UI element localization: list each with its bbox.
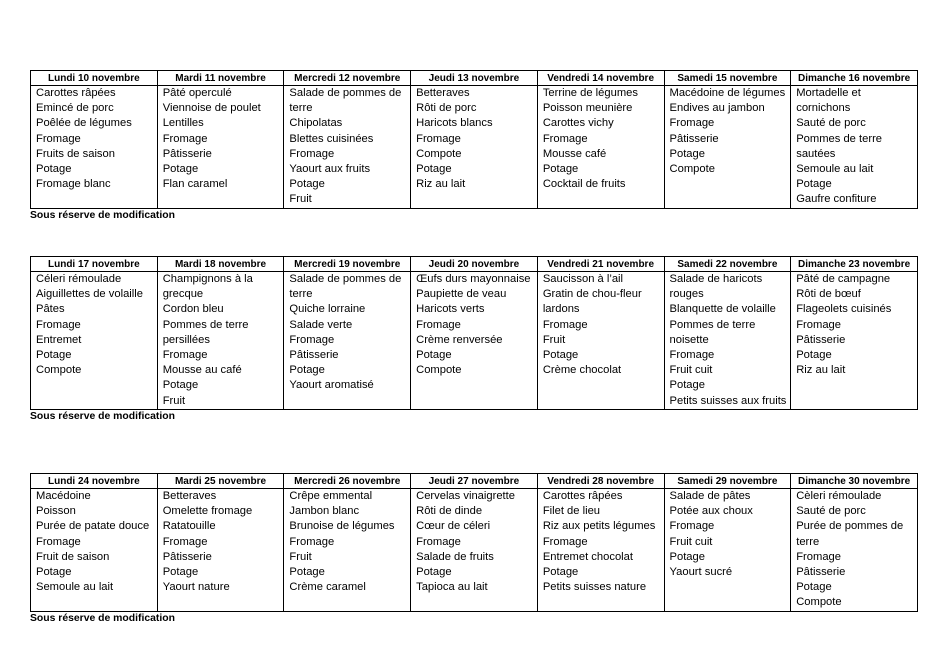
dish: Potage (162, 163, 199, 176)
dish: Mortadelle et cornichons (796, 87, 861, 115)
dish: Tapioca au lait (416, 581, 488, 594)
dish: Salade de fruits (416, 550, 494, 563)
dish: Potage (289, 566, 325, 579)
dish: Chipolatas (289, 117, 343, 130)
dish: Yaourt sucré (669, 566, 733, 579)
modification-note: Sous réserve de modification (30, 410, 175, 422)
dish: Fromage (542, 132, 588, 145)
dish: Compote (36, 364, 82, 377)
day-cell (31, 272, 158, 410)
day-header: Mercredi 19 novembre (284, 257, 411, 272)
dish: Ratatouille (162, 520, 216, 533)
dish: Carottes râpées (542, 490, 623, 502)
dish: Potage (36, 349, 72, 362)
day-header: Mercredi 26 novembre (284, 474, 411, 489)
dish: Potée aux choux (669, 505, 753, 518)
menu-table (30, 256, 918, 410)
dish: Riz au lait (796, 364, 846, 377)
dish: Pâtisserie (162, 147, 212, 160)
dish: Macédoine de légumes (669, 87, 786, 99)
dish: Carottes râpées (36, 87, 116, 99)
dish: Fromage (669, 117, 715, 130)
dish: Saucisson à l’ail (542, 273, 624, 285)
dish: Fromage (416, 132, 461, 145)
dish: Riz aux petits légumes (542, 520, 656, 533)
dish: Riz au lait (416, 178, 466, 191)
dish: Fruits de saison (36, 147, 115, 160)
dish: Viennoise de poulet (162, 102, 261, 115)
day-header: Samedi 22 novembre (664, 257, 791, 272)
dish: Poisson meunière (542, 102, 633, 115)
dish: Brunoise de légumes (289, 520, 395, 533)
dish: Semoule au lait (796, 163, 874, 176)
dish: Fruit (289, 550, 312, 563)
day-cell (664, 86, 791, 209)
dish: Poisson (36, 505, 76, 518)
menu-row (31, 489, 918, 612)
dish: Pommes de terre sautées (796, 132, 883, 160)
day-header: Mardi 18 novembre (157, 257, 284, 272)
modification-note: Sous réserve de modification (30, 209, 175, 221)
dish: Potage (542, 163, 579, 176)
dish: Fromage (289, 147, 335, 160)
dish: Fromage (669, 520, 715, 533)
dish: Betteraves (162, 490, 217, 502)
dish: Mousse au café (162, 364, 242, 377)
dish: Fromage (542, 535, 588, 548)
dish: Rôti de porc (416, 102, 477, 115)
day-header: Jeudi 20 novembre (411, 257, 538, 272)
dish: Fromage (162, 535, 208, 548)
dish: Pâtes (36, 303, 65, 316)
header-row (31, 474, 918, 489)
dish: Cocktail de fruits (542, 178, 626, 191)
dish: Blettes cuisinées (289, 132, 374, 145)
dish: Pommes de terre noisette (669, 318, 756, 346)
day-header: Dimanche 16 novembre (791, 71, 918, 86)
menu-table (30, 473, 918, 612)
dish: Potage (796, 178, 832, 191)
dish: Crème chocolat (542, 364, 622, 377)
day-cell (664, 272, 791, 410)
dish: Pommes de terre persillées (162, 318, 249, 346)
dish: Pâtisserie (162, 550, 212, 563)
dish: Entremet (36, 333, 82, 346)
menu-row (31, 272, 918, 410)
dish: Gaufre confiture (796, 193, 877, 206)
dish: Yaourt nature (162, 581, 230, 594)
dish: Potage (36, 566, 72, 579)
menu-row (31, 86, 918, 209)
dish: Endives au jambon (669, 102, 765, 115)
header-row (31, 257, 918, 272)
day-header: Jeudi 13 novembre (411, 71, 538, 86)
dish: Potage (289, 364, 325, 377)
dish: Carottes vichy (542, 117, 614, 130)
dish: Pâtisserie (796, 566, 846, 579)
dish: Champignons à la grecque (162, 273, 253, 301)
dish: Aiguillettes de volaille (36, 288, 143, 301)
dish: Potage (669, 379, 705, 392)
dish: Haricots blancs (416, 117, 493, 130)
dish: Fruit (162, 394, 186, 407)
menu-table (30, 70, 918, 209)
day-cell (411, 272, 538, 410)
dish: Pâtisserie (669, 132, 719, 145)
day-cell (537, 489, 664, 612)
dish: Cèleri rémoulade (796, 490, 882, 502)
dish: Pâtisserie (796, 333, 846, 346)
dish: Œufs durs mayonnaise (416, 273, 531, 285)
dish: Fromage (416, 535, 461, 548)
dish: Compote (796, 596, 842, 609)
dish: Crème renversée (416, 333, 503, 346)
day-cell (791, 272, 918, 410)
dish: Fruit (289, 193, 312, 206)
dish: Purée de pommes de terre (796, 520, 904, 548)
dish: Flageolets cuisinés (796, 303, 892, 316)
dish: Potage (416, 349, 452, 362)
dish: Gratin de chou-fleur lardons (542, 288, 642, 316)
day-cell (157, 86, 284, 209)
dish: Semoule au lait (36, 581, 114, 594)
dish: Omelette fromage (162, 505, 253, 518)
day-cell (157, 489, 284, 612)
day-cell (157, 272, 284, 410)
dish: Yaourt aromatisé (289, 379, 374, 392)
day-cell (664, 489, 791, 612)
dish: Potage (416, 163, 452, 176)
day-cell (284, 272, 411, 410)
dish: Potage (289, 178, 325, 191)
dish: Fromage blanc (36, 178, 111, 191)
day-header: Mardi 11 novembre (157, 71, 284, 86)
dish: Sauté de porc (796, 505, 866, 518)
dish: Cervelas vinaigrette (416, 490, 515, 502)
day-header: Samedi 29 novembre (664, 474, 791, 489)
dish: Potage (796, 349, 832, 362)
dish: Cordon bleu (162, 303, 224, 316)
dish: Potage (162, 379, 199, 392)
dish: Potage (669, 550, 705, 563)
dish: Filet de lieu (542, 505, 601, 518)
dish: Lentilles (162, 117, 204, 130)
dish: Crêpe emmental (289, 490, 373, 502)
modification-note: Sous réserve de modification (30, 612, 175, 624)
dish: Poêlée de légumes (36, 117, 132, 130)
dish: Purée de patate douce (36, 520, 150, 533)
day-header: Lundi 10 novembre (31, 71, 158, 86)
dish: Fromage (542, 318, 588, 331)
dish: Fromage (36, 535, 81, 548)
day-cell (31, 86, 158, 209)
dish: Mousse café (542, 147, 607, 160)
dish: Compote (669, 163, 715, 176)
dish: Fromage (36, 318, 81, 331)
day-cell (411, 489, 538, 612)
dish: Fromage (796, 318, 841, 331)
dish: Pâté de campagne (796, 273, 891, 285)
day-header: Dimanche 23 novembre (791, 257, 918, 272)
dish: Cœur de céleri (416, 520, 491, 533)
dish: Fruit de saison (36, 550, 110, 563)
day-cell (791, 86, 918, 209)
dish: Fruit (542, 333, 566, 346)
dish: Potage (542, 349, 579, 362)
dish: Pâté operculé (162, 87, 232, 99)
dish: Petits suisses nature (542, 581, 647, 594)
day-header: Lundi 17 novembre (31, 257, 158, 272)
dish: Rôti de dinde (416, 505, 483, 518)
dish: Céleri rémoulade (36, 273, 122, 285)
dish: Salade de pâtes (669, 490, 751, 502)
day-cell (31, 489, 158, 612)
dish: Fromage (162, 132, 208, 145)
dish: Compote (416, 147, 462, 160)
dish: Jambon blanc (289, 505, 360, 518)
dish: Fromage (162, 349, 208, 362)
dish: Fromage (796, 550, 841, 563)
dish: Compote (416, 364, 462, 377)
day-cell (284, 86, 411, 209)
dish: Potage (669, 147, 705, 160)
day-header: Vendredi 28 novembre (537, 474, 664, 489)
dish: Petits suisses aux fruits (669, 394, 787, 407)
day-header: Vendredi 21 novembre (537, 257, 664, 272)
day-header: Mercredi 12 novembre (284, 71, 411, 86)
dish: Crème caramel (289, 581, 366, 594)
dish: Entremet chocolat (542, 550, 633, 563)
dish: Fruit cuit (669, 535, 713, 548)
dish: Potage (796, 581, 832, 594)
dish: Sauté de porc (796, 117, 866, 130)
day-header: Mardi 25 novembre (157, 474, 284, 489)
dish: Fromage (289, 535, 335, 548)
day-header: Dimanche 30 novembre (791, 474, 918, 489)
dish: Salade de pommes de terre (289, 273, 402, 301)
dish: Salade de pommes de terre (289, 87, 402, 115)
dish: Terrine de légumes (542, 87, 638, 99)
header-row (31, 71, 918, 86)
week-1 (30, 70, 918, 221)
day-cell (537, 86, 664, 209)
dish: Blanquette de volaille (669, 303, 776, 316)
dish: Quiche lorraine (289, 303, 366, 316)
day-cell (537, 272, 664, 410)
dish: Potage (416, 566, 452, 579)
day-header: Samedi 15 novembre (664, 71, 791, 86)
dish: Yaourt aux fruits (289, 163, 371, 176)
dish: Paupiette de veau (416, 288, 507, 301)
day-header: Lundi 24 novembre (31, 474, 158, 489)
dish: Fromage (289, 333, 335, 346)
dish: Pâtisserie (289, 349, 339, 362)
day-cell (284, 489, 411, 612)
dish: Haricots verts (416, 303, 485, 316)
dish: Potage (36, 163, 72, 176)
dish: Fromage (36, 132, 81, 145)
day-header: Vendredi 14 novembre (537, 71, 664, 86)
dish: Salade de haricots rouges (669, 273, 763, 301)
week-3 (30, 473, 918, 624)
dish: Fromage (416, 318, 461, 331)
day-cell (791, 489, 918, 612)
dish: Betteraves (416, 87, 470, 99)
dish: Potage (162, 566, 199, 579)
day-cell (411, 86, 538, 209)
dish: Potage (542, 566, 579, 579)
dish: Emincé de porc (36, 102, 114, 115)
dish: Flan caramel (162, 178, 228, 191)
dish: Salade verte (289, 318, 353, 331)
dish: Macédoine (36, 490, 91, 502)
dish: Fromage (669, 349, 715, 362)
day-header: Jeudi 27 novembre (411, 474, 538, 489)
dish: Fruit cuit (669, 364, 713, 377)
week-2 (30, 256, 918, 422)
dish: Rôti de bœuf (796, 288, 861, 301)
